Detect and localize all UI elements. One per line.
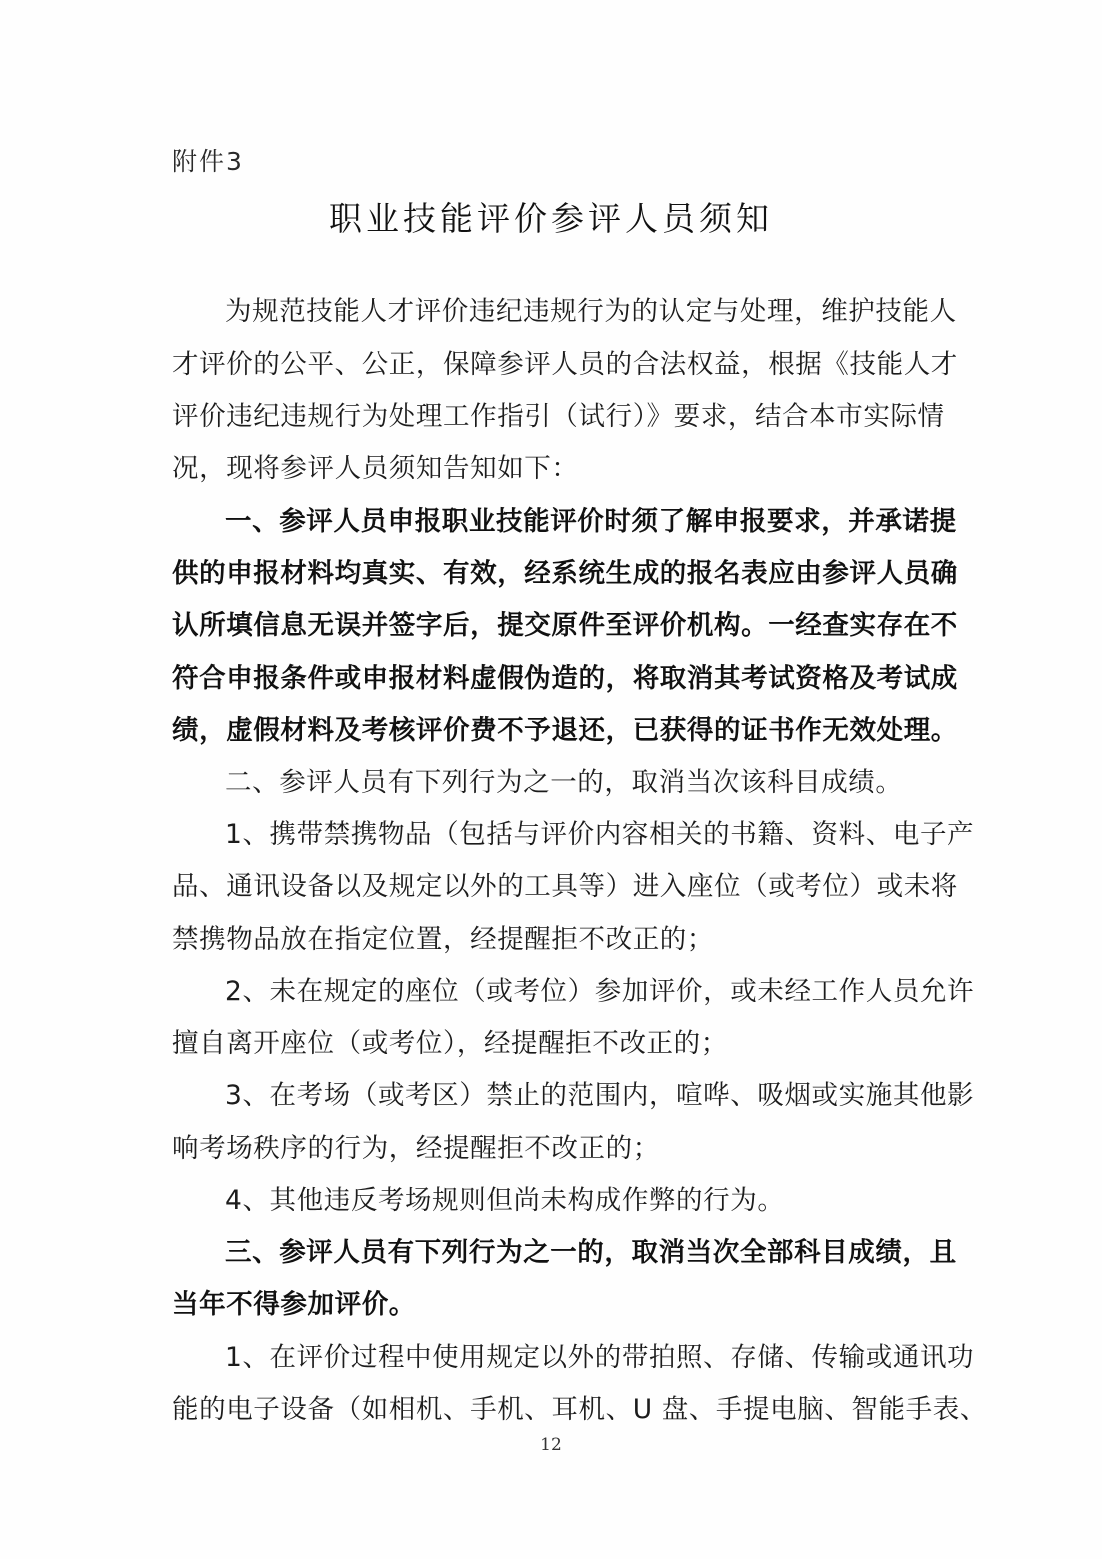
paragraph-line: 供的申报材料均真实、有效，经系统生成的报名表应由参评人员确 (172, 558, 958, 589)
paragraph-line: 1、携带禁携物品（包括与评价内容相关的书籍、资料、电子产 (225, 819, 975, 850)
attachment-label: 附件3 (172, 147, 244, 176)
paragraph-line: 响考场秩序的行为，经提醒拒不改正的； (172, 1133, 660, 1164)
paragraph-line: 符合申报条件或申报材料虚假伪造的，将取消其考试资格及考试成 (172, 663, 958, 694)
paragraph-line: 2、未在规定的座位（或考位）参加评价，或未经工作人员允许 (225, 976, 975, 1007)
paragraph-line: 品、通讯设备以及规定以外的工具等）进入座位（或考位）或未将 (172, 871, 958, 902)
page-number: 12 (540, 1435, 562, 1455)
document-title: 职业技能评价参评人员须知 (329, 199, 773, 238)
paragraph-line: 擅自离开座位（或考位），经提醒拒不改正的； (172, 1028, 728, 1059)
paragraph-line: 3、在考场（或考区）禁止的范围内，喧哗、吸烟或实施其他影 (225, 1080, 975, 1111)
paragraph-line: 当年不得参加评价。 (172, 1289, 416, 1320)
paragraph-line: 一、参评人员申报职业技能评价时须了解申报要求，并承诺提 (225, 506, 957, 537)
paragraph-line: 认所填信息无误并签字后，提交原件至评价机构。一经查实存在不 (172, 610, 958, 641)
paragraph-line: 禁携物品放在指定位置，经提醒拒不改正的； (172, 924, 714, 955)
paragraph-line: 1、在评价过程中使用规定以外的带拍照、存储、传输或通讯功 (225, 1342, 975, 1373)
paragraph-line: 能的电子设备（如相机、手机、耳机、U 盘、手提电脑、智能手表、 (172, 1394, 987, 1425)
paragraph-line: 4、其他违反考场规则但尚未构成作弊的行为。 (225, 1185, 785, 1216)
paragraph-line: 况，现将参评人员须知告知如下： (172, 453, 579, 484)
paragraph-line: 绩，虚假材料及考核评价费不予退还，已获得的证书作无效处理。 (172, 715, 958, 746)
paragraph-line: 评价违纪违规行为处理工作指引（试行）》要求，结合本市实际情 (172, 401, 945, 432)
paragraph-line: 才评价的公平、公正，保障参评人员的合法权益，根据《技能人才 (172, 349, 958, 380)
paragraph-line: 三、参评人员有下列行为之一的，取消当次全部科目成绩，且 (225, 1237, 957, 1268)
paragraph-line: 为规范技能人才评价违纪违规行为的认定与处理，维护技能人 (225, 296, 957, 327)
paragraph-line: 二、参评人员有下列行为之一的，取消当次该科目成绩。 (225, 767, 903, 798)
